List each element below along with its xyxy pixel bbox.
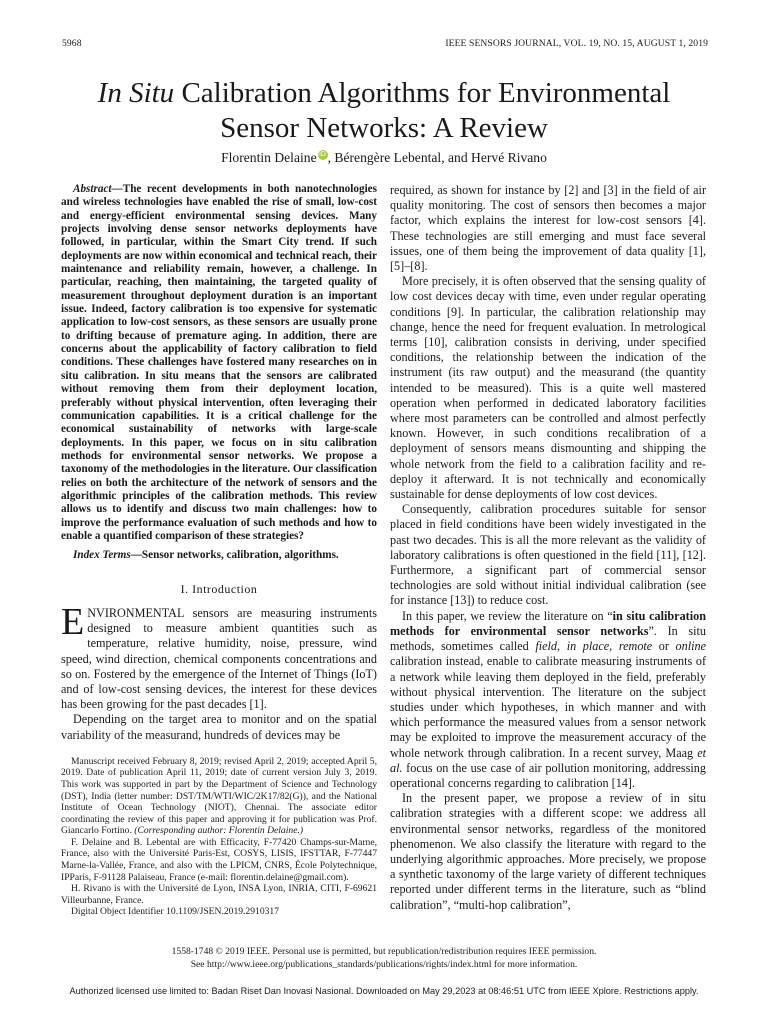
left-column — [61, 183, 377, 918]
intro-paragraph-2: Depending on the target area to monitor and on the spatial variability of the measurand, hundreds of devices may be — [61, 712, 377, 742]
author-rest: , Bérengère Lebental, and Hervé Rivano — [327, 150, 547, 165]
section-heading: I. Introduction — [180, 581, 258, 596]
authorized-use-notice: Authorized licensed use limited to: Badan Riset Dan Inovasi Nasional. Downloaded on May 29,2023 at 08:46:51 UTC from IEEE Xplore. Restrictions apply. — [69, 986, 699, 996]
footnote-manuscript: Manuscript received February 8, 2019; revised April 2, 2019; accepted April 5, 2019. Date of publication April 11, 2019; date of current version July 3, 2019. This work was supported in part by the Department of Science and Technology (DST), India (letter number: DST/TM/WTI/WIC/2K17/82(G)), and the National Institute of Ocean Technology (NIOT), Chennai. The associate editor coordinating the review of this paper and approving it for publication was Prof. Giancarlo Fortino. (Corresponding author: Florentin Delaine.) — [61, 755, 377, 837]
doi: Digital Object Identifier 10.1109/JSEN.2019.2910317 — [71, 906, 280, 918]
abstract-text: —The recent developments in both nanotechnologies and wireless technologies have enabled the rise of small, low-cost and energy-efficient environmental sensing devices. Many projects involving dense sensor networks deployments have followed, in particular, within the Smart City trend. If such deployments are now within economical and technical reach, their maintenance and reliability remain, however, a challenge. In particular, reaching, then maintaining, the targeted quality of measurement throughout deployment duration is an important issue. Indeed, factory calibration is too expensive for systematic application to low-cost sensors, as these sensors are usually prone to drifting because of premature aging. In addition, there are concerns about the applicability of factory calibration to field conditions. These challenges have fostered many researches on in situ calibration. In situ means that the sensors are calibrated without removing them from their deployment location, preferably without physical intervention, often leveraging their communication capabilities. It is a critical challenge for the economical sustainability of networks with large-scale deployments. In this paper, we focus on in situ calibration methods for environmental sensor networks. We propose a taxonomy of the methodologies in the literature. Our classification relies on both the architecture of the network of sensors and the algorithmic principles of the calibration methods. This review allows us to identify and discuss two main challenges: how to improve the performance evaluation of such methods and how to enable a quantified comparison of these strategies? — [61, 183, 377, 542]
title-line1: Calibration Algorithms for Environmental — [181, 77, 671, 109]
index-terms-text: —Sensor networks, calibration, algorithms. — [130, 549, 339, 562]
index-terms — [61, 549, 377, 562]
right-paragraph-5: In the present paper, we propose a review of in situ calibration strategies with a different scope: we address all environmental sensor networks, regardless of the monitored phenomenon. We also classify the literature with regard to the underlying algorithmic approaches. More precisely, we propose a synthetic taxonomy of the large variety of different techniques reported under different terms in the literature, such as “blind calibration”, “multi-hop calibration”, — [390, 791, 706, 912]
author-list — [40, 150, 728, 166]
footnote-affiliation-1: F. Delaine and B. Lebental are with Efficacity, F-77420 Champs-sur-Marne, France, also with the Université Paris-Est, COSYS, LISIS, IFSTTAR, F-77447 Marne-la-Vallée, France, and also with the LPICM, CNRS, École Polytechnique, IPParis, F-91128 Palaiseau, France (e-mail: florentin.delaine@gmail.com). — [61, 836, 377, 883]
index-terms-label: Index Terms — [73, 549, 131, 562]
right-paragraph-1: required, as shown for instance by [2] and [3] in the field of air quality monitoring. The cost of sensors then becomes a major factor, which explains the interest for low-cost sensors [4]. These technologies are still emerging and must face several issues, one of them being the improvement of data quality [1], [5]–[8]. — [390, 183, 706, 274]
right-paragraph-2: More precisely, it is often observed that the sensing quality of low cost devices decay with time, even under regular operating conditions [9]. In particular, the calibration relationship may change, hence the need for frequent evaluation. In metrological terms [10], calibration consists in deriving, under specified conditions, the relationship between the indication of the instrument (its raw output) and the measurand (the quantity intended to be measured). This is a quite well mastered operation when performed in dedicated laboratory facilities where most parameters can be controlled and almost perfectly known. However, in such conditions recalibration of a deployment of sensors means dismounting and shipping the whole network from the field to a calibration facility and re-deploy it afterward. It is not technically and economically sustainable for dense deployments of low cost devices. — [390, 274, 706, 502]
page-number: 5968 — [62, 38, 82, 49]
footnote-affiliation-2: H. Rivano is with the Université de Lyon, INSA Lyon, INRIA, CITI, F-69621 Villeurbanne, France. — [61, 883, 377, 906]
intro-p1-text: NVIRONMENTAL sensors are measuring instruments designed to measure ambient quantities such as temperature, relative humidity, noise, pressure, wind speed, wind direction, chemical components concentrations and so on. Fostered by the emergence of the Internet of Things (IoT) and of low-cost sensing devices, the interest for these devices has been growing for the past decades [1]. — [61, 605, 377, 712]
copyright-line-2[interactable]: See http://www.ieee.org/publications_standards/publications/rights/index.html for more information. — [190, 958, 578, 970]
right-paragraph-4: In this paper, we review the literature on “in situ calibration methods for environmental sensor networks”. In situ methods, sometimes called field, in place, remote or online calibration instead, enable to calibrate measuring instruments of a network while leaving them deployed in the field, preferably without physical intervention. The literature on the subject studies under which hypotheses, in which manner and with which performance the measured values from a sensor network may be exploited to improve the measurement accuracy of the whole network through calibration. In a recent survey, Maag et al. focus on the use case of air pollution monitoring, addressing operational concerns regarding to calibration [14]. — [390, 608, 707, 790]
right-column — [390, 183, 706, 913]
title-italic: In Situ — [97, 77, 175, 109]
footnote-corresponding: (Corresponding author: Florentin Delaine.) — [134, 825, 304, 837]
copyright-notice — [60, 946, 708, 971]
abstract — [61, 183, 377, 543]
drop-cap: E — [61, 600, 85, 643]
journal-header: IEEE SENSORS JOURNAL, VOL. 19, NO. 15, AUGUST 1, 2019 — [445, 38, 708, 49]
abstract-label: Abstract — [73, 183, 112, 195]
title-line2: Sensor Networks: A Review — [220, 112, 548, 144]
copyright-line-1: 1558-1748 © 2019 IEEE. Personal use is permitted, but republication/redistribution requires IEEE permission. — [171, 946, 597, 957]
intro-paragraph-1 — [61, 600, 377, 712]
bold-phrase: in situ calibration methods for environmental sensor networks — [390, 608, 706, 638]
paper-title — [40, 76, 728, 146]
footnotes — [61, 756, 377, 918]
right-paragraph-3: Consequently, calibration procedures suitable for sensor placed in field conditions have been widely investigated in the past two decades. This is all the more relevant as the validity of laboratory calibrations is often questioned in the field [11], [12]. Furthermore, a significant part of commercial sensor technologies are sold without initial individual calibration (see for instance [13]) to reduce cost. — [390, 502, 706, 608]
author-first: Florentin Delaine — [221, 150, 317, 165]
orcid-icon[interactable]: iD — [319, 151, 326, 159]
